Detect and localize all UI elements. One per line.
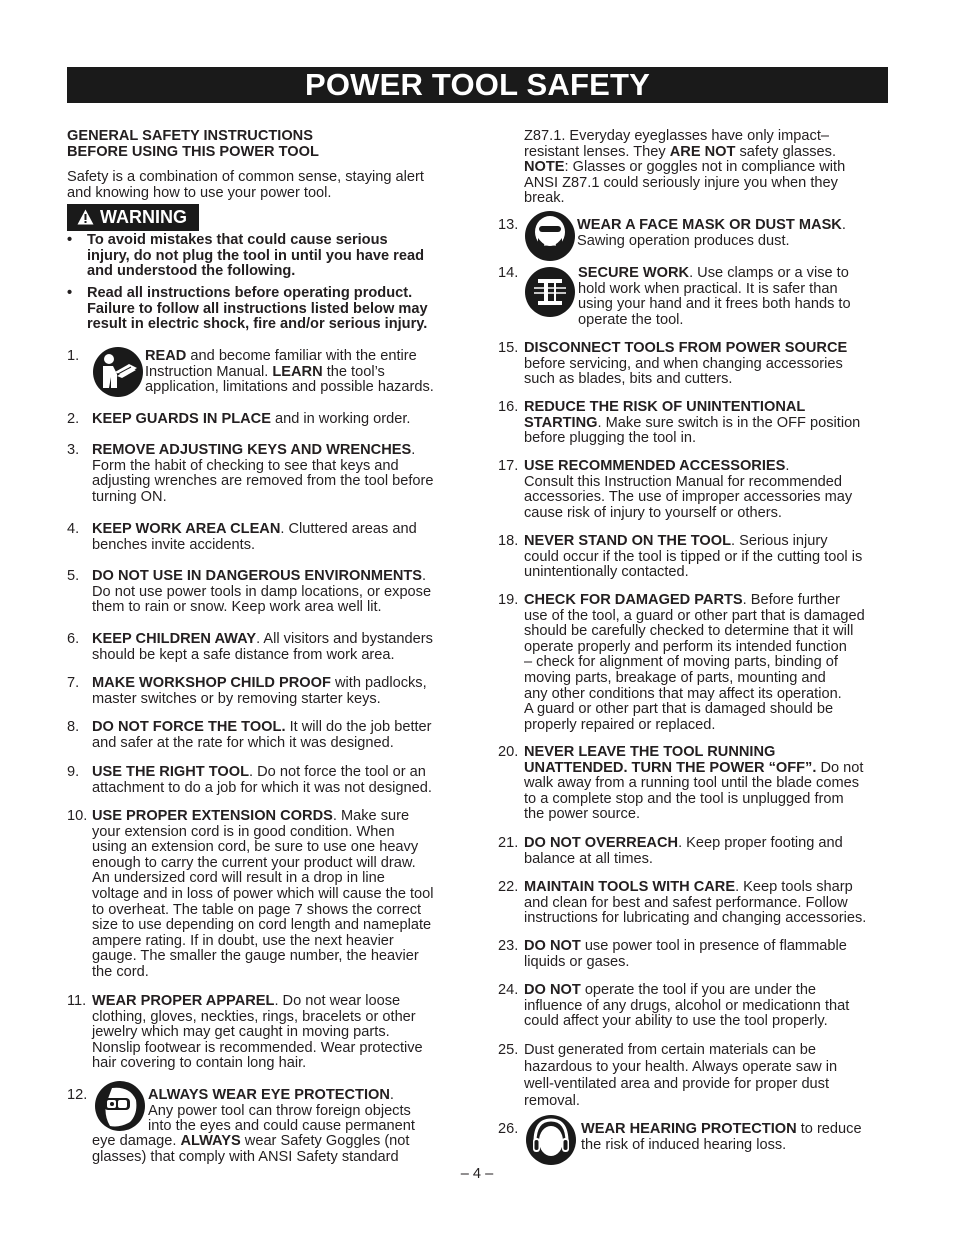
warning-triangle-icon: [77, 209, 94, 225]
eye-protection-icon: [94, 1080, 146, 1132]
page-title: POWER TOOL SAFETY: [304, 67, 650, 102]
section-intro: Safety is a combination of common sense, staying alert and knowing how to use your power tool.: [67, 169, 424, 201]
eye-protection-continued: Z87.1. Everyday eyeglasses have only impact– resistant lenses. They ARE NOT safety glasses. NOTE: Glasses or goggles not in compliance with ANSI Z87.1 could seriously injure you when they break.: [524, 128, 846, 207]
list-item: 14. SECURE WORK. Use clamps or a vise to hold work when practical. It is safer than using your hand and it frees both hands to operate the tool.: [498, 265, 851, 328]
page-number: – 4 –: [460, 1166, 494, 1182]
list-item: 12. ALWAYS WEAR EYE PROTECTION. Any power tool can throw foreign objects into the eyes and could cause permanent eye damage. ALWAYS wear Safety Goggles (not glasses) that comply with ANSI Safety standard: [67, 1088, 467, 1168]
hearing-protection-icon: [525, 1114, 577, 1166]
section-heading: GENERAL SAFETY INSTRUCTIONS BEFORE USING THIS POWER TOOL: [67, 128, 319, 160]
warning-label: WARNING: [100, 207, 187, 227]
list-item: 13. WEAR A FACE MASK OR DUST MASK. Sawing operation produces dust.: [498, 218, 898, 263]
title-banner: [67, 67, 888, 103]
warning-badge: [67, 204, 199, 231]
list-item: 1. READ and become familiar with the entire Instruction Manual. LEARN the tool’s application, limitations and possible hazards.: [67, 349, 467, 404]
list-item: 26. WEAR HEARING PROTECTION to reduce the risk of induced hearing loss.: [498, 1122, 898, 1167]
face-mask-icon: [524, 210, 576, 262]
read-manual-icon: [92, 346, 144, 398]
secure-work-icon: [524, 266, 576, 318]
